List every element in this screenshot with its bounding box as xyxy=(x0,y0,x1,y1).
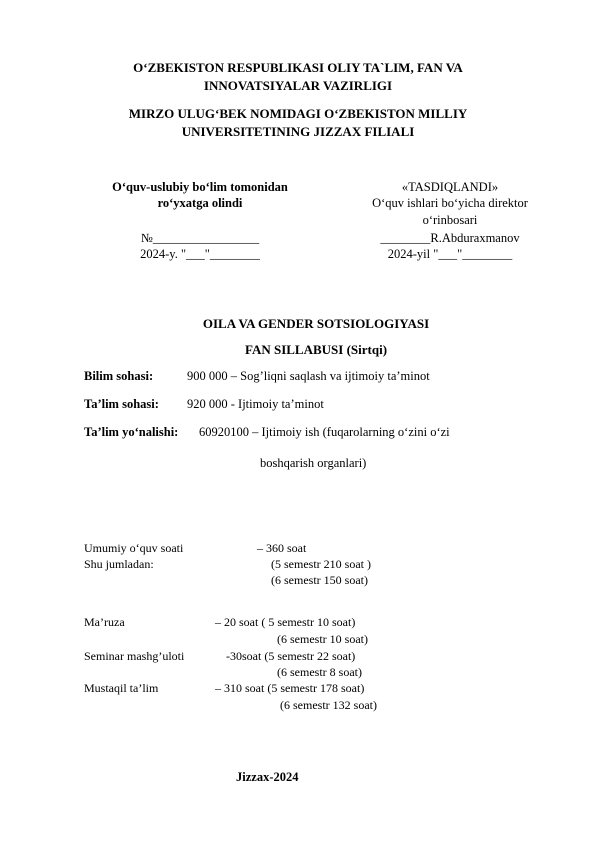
bilim-sohasi-label: Bilim sohasi: xyxy=(84,369,154,383)
independent-study-label: Mustaqil ta’lim xyxy=(84,681,159,695)
university-line-2: UNIVERSITETINING JIZZAX FILIALI xyxy=(181,124,415,139)
left-block-line-2: ro‘yxatga olindi xyxy=(157,196,243,210)
ministry-line-2: INNOVATSIYALAR VAZIRLIGI xyxy=(203,78,393,93)
lecture-value: – 20 soat ( 5 semestr 10 soat) xyxy=(215,615,356,629)
lecture-label: Ma’ruza xyxy=(84,615,125,629)
including-label: Shu jumladan: xyxy=(84,557,154,571)
approver-title-line-1: O‘quv ishlari bo‘yicha direktor xyxy=(372,196,528,210)
right-date-line: 2024-yil "___"________ xyxy=(387,247,513,261)
talim-yonalishi-value-line-1: 60920100 – Ijtimoiy ish (fuqarolarning o‘zini o‘zi xyxy=(199,425,450,439)
place-year: Jizzax-2024 xyxy=(236,770,299,784)
seminar-value: -30soat (5 semestr 22 soat) xyxy=(226,649,356,663)
ministry-line-1: O‘ZBEKISTON RESPUBLIKASI OLIY TA`LIM, FAN VA xyxy=(133,60,463,75)
independent-study-semester-6: (6 semestr 132 soat) xyxy=(280,698,377,712)
talim-yonalishi-label: Ta’lim yo‘nalishi: xyxy=(84,425,179,439)
seminar-semester-6: (6 semestr 8 soat) xyxy=(277,665,362,679)
bilim-sohasi-value: 900 000 – Sog’liqni saqlash va ijtimoiy ta’minot xyxy=(187,369,430,383)
seminar-label: Seminar mashg’uloti xyxy=(84,649,185,663)
syllabus-subtitle: FAN SILLABUSI (Sirtqi) xyxy=(244,342,388,357)
left-block-line-1: O‘quv-uslubiy bo‘lim tomonidan xyxy=(112,180,288,194)
talim-yonalishi-value-line-2: boshqarish organlari) xyxy=(260,456,367,470)
course-title: OILA VA GENDER SOTSIOLOGIYASI xyxy=(202,316,430,331)
total-hours-value: – 360 soat xyxy=(257,541,307,555)
left-date-line: 2024-y. "___"________ xyxy=(140,247,260,261)
university-line-1: MIRZO ULUG‘BEK NOMIDAGI O‘ZBEKISTON MILLIY xyxy=(128,106,468,121)
total-hours-label: Umumiy o‘quv soati xyxy=(84,541,184,555)
approver-title-line-2: o‘rinbosari xyxy=(422,213,478,227)
semester-5-total: (5 semestr 210 soat ) xyxy=(271,557,371,571)
registration-number-line: №_________________ xyxy=(140,231,260,245)
talim-sohasi-label: Ta’lim sohasi: xyxy=(84,397,159,411)
lecture-semester-6: (6 semestr 10 soat) xyxy=(277,632,368,646)
approved-heading: «TASDIQLANDI» xyxy=(401,180,499,194)
semester-6-total: (6 semestr 150 soat) xyxy=(271,573,368,587)
independent-study-value: – 310 soat (5 semestr 178 soat) xyxy=(215,681,365,695)
talim-sohasi-value: 920 000 - Ijtimoiy ta’minot xyxy=(187,397,324,411)
signature-line: ________R.Abduraxmanov xyxy=(380,231,520,245)
